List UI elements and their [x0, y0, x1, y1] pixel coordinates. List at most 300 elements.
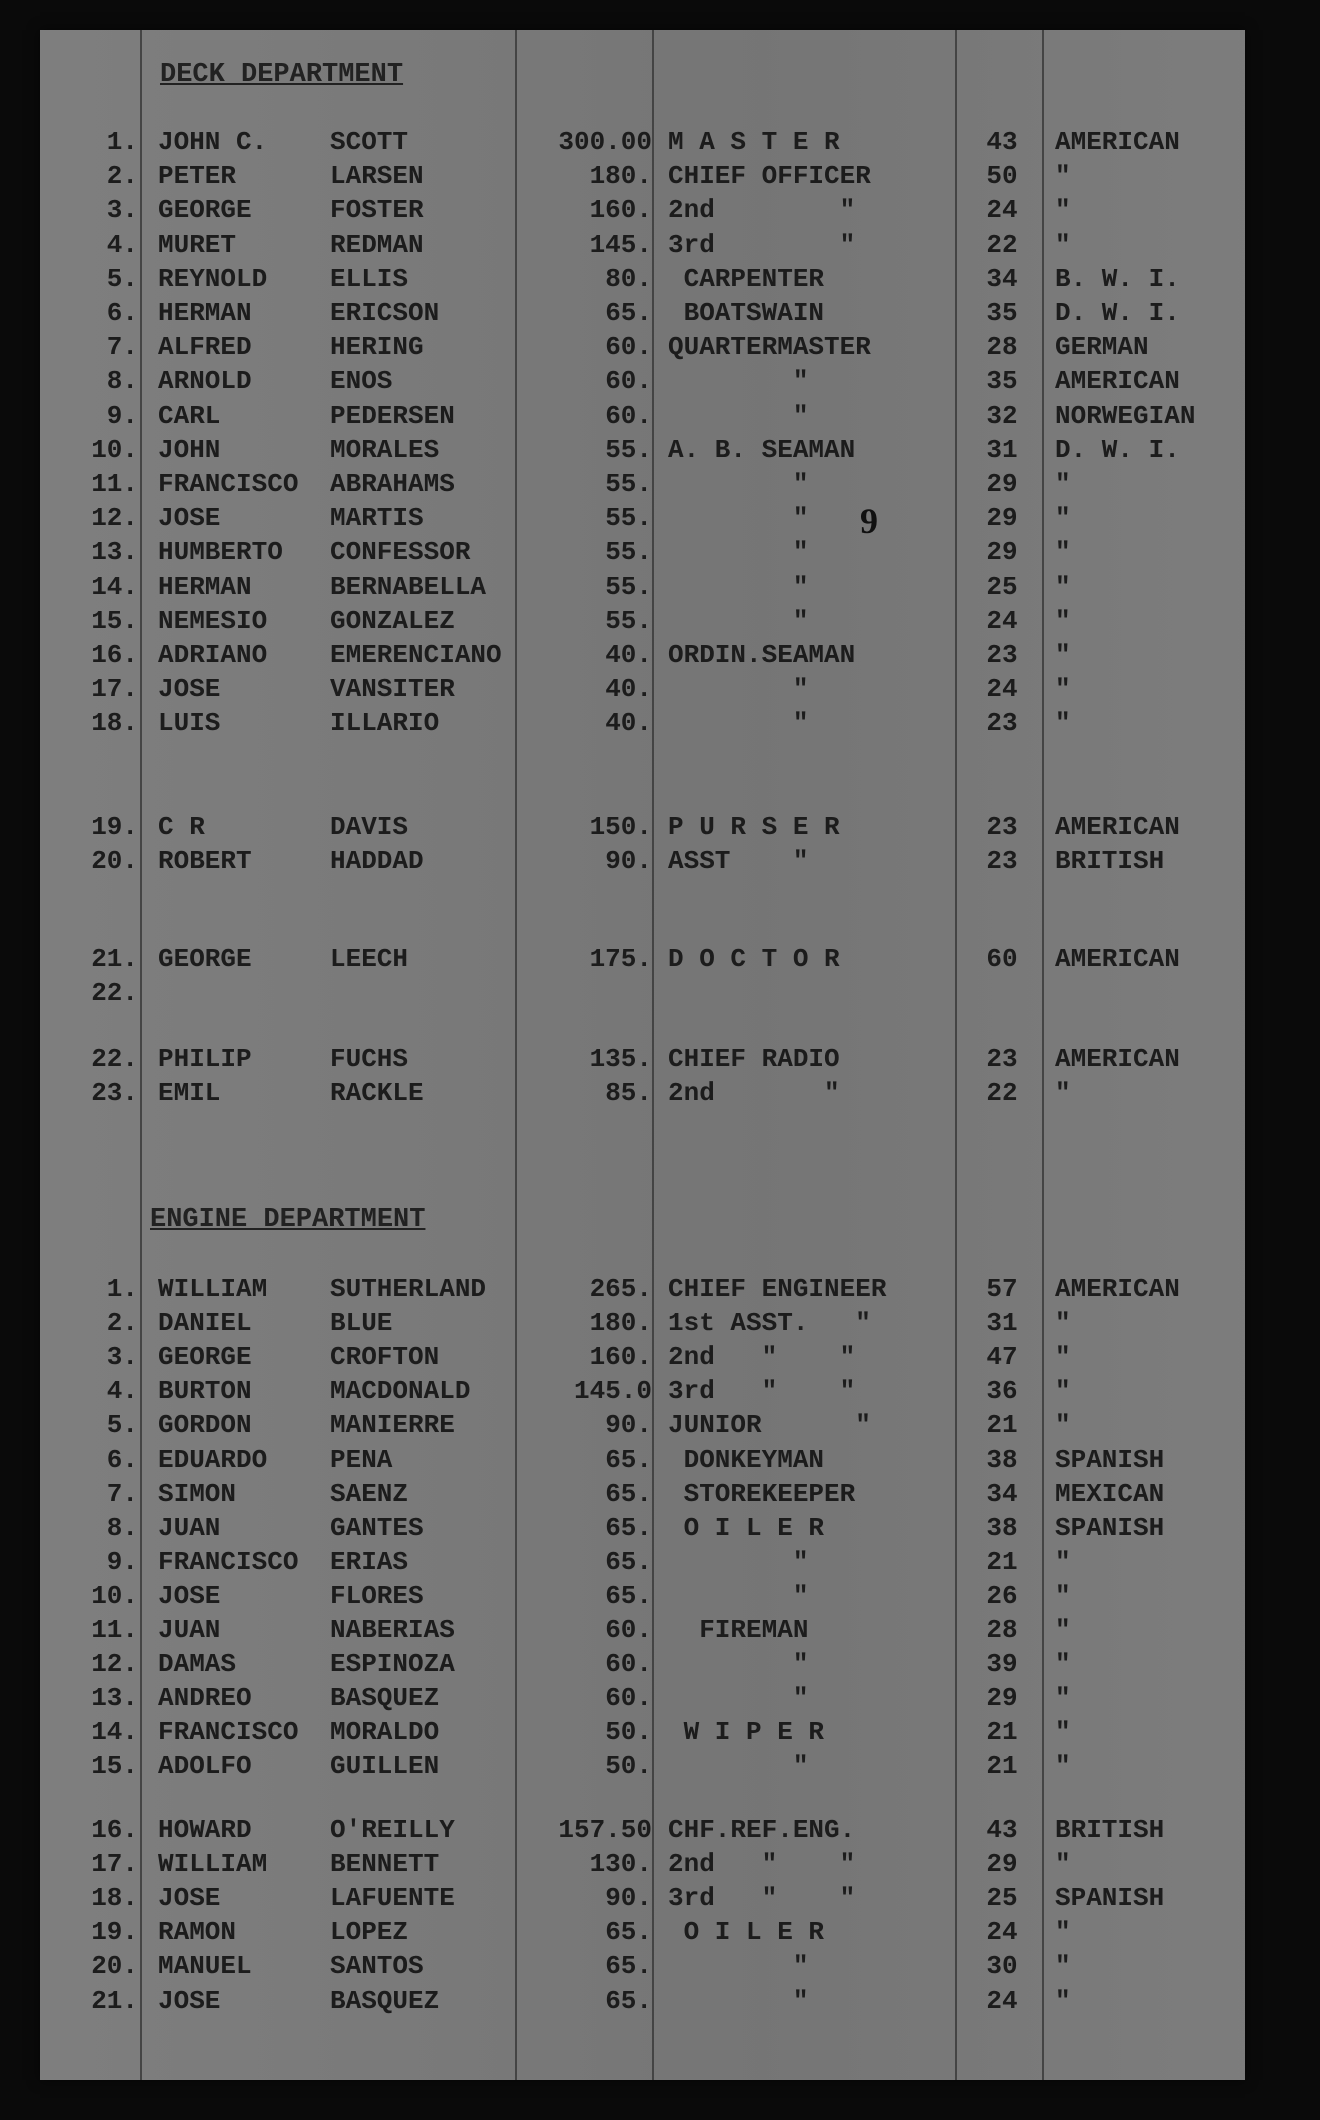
nationality: BRITISH: [1055, 846, 1165, 876]
monthly-wage: 50.: [605, 1717, 652, 1748]
age: 50: [986, 161, 1018, 192]
row-number: 8.: [106, 1512, 138, 1543]
monthly-wage: 60.: [605, 1615, 652, 1645]
rating: CHIEF RADIO: [668, 1044, 840, 1074]
rating: D O C T O R: [668, 944, 840, 974]
age: 24: [986, 605, 1018, 636]
row-number: 3.: [106, 195, 138, 226]
crew-row: [40, 844, 1245, 878]
age: 29: [986, 1849, 1018, 1880]
nationality: AMERICAN: [1055, 812, 1180, 842]
row-number: 4.: [106, 229, 138, 260]
monthly-wage: 85.: [605, 1078, 652, 1108]
age: 57: [986, 1274, 1018, 1304]
monthly-wage: 150.: [589, 812, 652, 842]
given-name: SIMON: [158, 1478, 237, 1509]
age: 26: [986, 1580, 1018, 1611]
given-name: JOSE: [158, 1883, 221, 1914]
rating: DONKEYMAN: [668, 1444, 825, 1475]
rating: CHF.REF.ENG.: [668, 1815, 856, 1845]
age: 25: [986, 571, 1018, 602]
rating: ": [668, 1951, 809, 1982]
given-name: JOSE: [158, 503, 221, 534]
surname: SCOTT: [330, 127, 409, 157]
crew-row: [40, 1984, 1245, 2018]
crew-row: [40, 1613, 1245, 1647]
crew-row: [40, 330, 1245, 364]
row-number: 16.: [91, 1815, 138, 1845]
rating: STOREKEEPER: [668, 1478, 856, 1509]
surname: MACDONALD: [330, 1376, 471, 1407]
nationality: ": [1055, 1580, 1071, 1611]
surname: HADDAD: [330, 846, 424, 876]
given-name: FRANCISCO: [158, 1717, 299, 1748]
crew-row: [40, 1579, 1245, 1613]
rating: 2nd ": [668, 195, 856, 226]
rating: 3rd " ": [668, 1376, 856, 1407]
surname: ERIAS: [330, 1546, 409, 1577]
row-number: 20.: [91, 846, 138, 876]
row-number: 12.: [91, 1649, 138, 1680]
crew-list-sheet: [40, 30, 1245, 2080]
nationality: SPANISH: [1055, 1883, 1165, 1914]
surname: SUTHERLAND: [330, 1274, 487, 1304]
given-name: JOSE: [158, 1580, 221, 1611]
surname: FOSTER: [330, 195, 424, 226]
given-name: CARL: [158, 400, 221, 431]
age: 29: [986, 503, 1018, 534]
rating: ": [668, 674, 809, 705]
crew-row: [40, 193, 1245, 227]
given-name: C R: [158, 812, 205, 842]
nationality: ": [1055, 161, 1071, 192]
given-name: ALFRED: [158, 332, 252, 363]
crew-row: [40, 1408, 1245, 1442]
monthly-wage: 145.0: [573, 1376, 652, 1407]
nationality: ": [1055, 640, 1071, 670]
surname: GUILLEN: [330, 1751, 440, 1782]
age: 38: [986, 1512, 1018, 1543]
nationality: ": [1055, 1849, 1071, 1880]
surname: DAVIS: [330, 812, 409, 842]
given-name: MANUEL: [158, 1951, 252, 1982]
surname: GONZALEZ: [330, 605, 455, 636]
row-number: 20.: [91, 1951, 138, 1982]
monthly-wage: 65.: [605, 1512, 652, 1543]
given-name: ADRIANO: [158, 640, 268, 670]
given-name: GEORGE: [158, 944, 252, 974]
crew-row: [40, 604, 1245, 638]
age: 34: [986, 1478, 1018, 1509]
nationality: AMERICAN: [1055, 944, 1180, 974]
monthly-wage: 145.: [589, 229, 652, 260]
row-number: 17.: [91, 674, 138, 705]
surname: BASQUEZ: [330, 1683, 440, 1714]
given-name: WILLIAM: [158, 1849, 268, 1880]
monthly-wage: 50.: [605, 1751, 652, 1782]
monthly-wage: 60.: [605, 366, 652, 397]
age: 35: [986, 366, 1018, 397]
rating: 2nd " ": [668, 1849, 856, 1880]
monthly-wage: 40.: [605, 708, 652, 739]
age: 43: [986, 127, 1018, 157]
age: 32: [986, 400, 1018, 431]
row-number: 19.: [91, 812, 138, 842]
row-number: 17.: [91, 1849, 138, 1880]
row-number: 3.: [106, 1342, 138, 1373]
crew-row: [40, 1306, 1245, 1340]
crew-row: [40, 1647, 1245, 1681]
crew-row: [40, 1443, 1245, 1477]
rating: 1st ASST. ": [668, 1308, 871, 1339]
given-name: BURTON: [158, 1376, 252, 1407]
row-number: 6.: [106, 1444, 138, 1475]
row-number: 7.: [106, 332, 138, 363]
nationality: ": [1055, 1683, 1071, 1714]
crew-row: [40, 1749, 1245, 1783]
monthly-wage: 65.: [605, 1478, 652, 1509]
surname: LOPEZ: [330, 1917, 409, 1948]
rating: ": [668, 1751, 809, 1782]
surname: LAFUENTE: [330, 1883, 455, 1914]
monthly-wage: 60.: [605, 1683, 652, 1714]
rating: ": [668, 503, 809, 534]
nationality: AMERICAN: [1055, 366, 1180, 397]
nationality: AMERICAN: [1055, 127, 1180, 157]
crew-row: [40, 1042, 1245, 1076]
nationality: ": [1055, 503, 1071, 534]
given-name: RAMON: [158, 1917, 237, 1948]
nationality: AMERICAN: [1055, 1044, 1180, 1074]
crew-row: [40, 1374, 1245, 1408]
surname: BERNABELLA: [330, 571, 487, 602]
given-name: MURET: [158, 229, 237, 260]
given-name: DANIEL: [158, 1308, 252, 1339]
given-name: REYNOLD: [158, 263, 268, 294]
row-number: 9.: [106, 1546, 138, 1577]
given-name: HERMAN: [158, 298, 252, 328]
monthly-wage: 60.: [605, 1649, 652, 1680]
given-name: ROBERT: [158, 846, 252, 876]
surname: ABRAHAMS: [330, 469, 455, 499]
rating: ASST ": [668, 846, 809, 876]
rating: M A S T E R: [668, 127, 840, 157]
age: 35: [986, 298, 1018, 328]
monthly-wage: 130.: [589, 1849, 652, 1880]
surname: O'REILLY: [330, 1815, 455, 1845]
nationality: ": [1055, 537, 1071, 568]
nationality: ": [1055, 1951, 1071, 1982]
surname: LEECH: [330, 944, 409, 974]
row-number: 11.: [91, 1615, 138, 1645]
surname: ESPINOZA: [330, 1649, 455, 1680]
nationality: ": [1055, 1546, 1071, 1577]
monthly-wage: 160.: [589, 1342, 652, 1373]
age: 29: [986, 537, 1018, 568]
age: 23: [986, 640, 1018, 670]
age: 21: [986, 1546, 1018, 1577]
age: 24: [986, 674, 1018, 705]
nationality: ": [1055, 1078, 1071, 1108]
monthly-wage: 55.: [605, 434, 652, 465]
nationality: D. W. I.: [1055, 298, 1180, 328]
rating: 3rd ": [668, 229, 856, 260]
age: 23: [986, 846, 1018, 876]
given-name: PHILIP: [158, 1044, 252, 1074]
crew-row: [40, 570, 1245, 604]
given-name: JUAN: [158, 1512, 221, 1543]
monthly-wage: 90.: [605, 1883, 652, 1914]
monthly-wage: 300.00: [558, 127, 652, 157]
crew-row: [40, 1272, 1245, 1306]
rating: ": [668, 366, 809, 397]
monthly-wage: 175.: [589, 944, 652, 974]
age: 24: [986, 1917, 1018, 1948]
age: 29: [986, 1683, 1018, 1714]
surname: GANTES: [330, 1512, 424, 1543]
rating: ": [668, 1580, 809, 1611]
given-name: DAMAS: [158, 1649, 237, 1680]
nationality: AMERICAN: [1055, 1274, 1180, 1304]
given-name: GEORGE: [158, 195, 252, 226]
crew-row: [40, 1715, 1245, 1749]
surname: MARTIS: [330, 503, 424, 534]
row-number: 15.: [91, 605, 138, 636]
age: 31: [986, 434, 1018, 465]
age: 39: [986, 1649, 1018, 1680]
monthly-wage: 180.: [589, 1308, 652, 1339]
surname: BENNETT: [330, 1849, 440, 1880]
age: 21: [986, 1410, 1018, 1441]
rating: 2nd ": [668, 1078, 840, 1108]
crew-row: [40, 1545, 1245, 1579]
rating: ": [668, 469, 809, 499]
surname: LARSEN: [330, 161, 424, 192]
row-number: 14.: [91, 1717, 138, 1748]
rating: ": [668, 1649, 809, 1680]
given-name: EMIL: [158, 1078, 221, 1108]
surname: MORALDO: [330, 1717, 440, 1748]
monthly-wage: 65.: [605, 1917, 652, 1948]
surname: BLUE: [330, 1308, 393, 1339]
given-name: ANDREO: [158, 1683, 252, 1714]
crew-row: [40, 535, 1245, 569]
row-number: 15.: [91, 1751, 138, 1782]
age: 34: [986, 263, 1018, 294]
page-number: 9: [860, 501, 878, 541]
rating: JUNIOR ": [668, 1410, 871, 1441]
crew-row: [40, 1847, 1245, 1881]
age: 36: [986, 1376, 1018, 1407]
age: 23: [986, 708, 1018, 739]
crew-row: [40, 125, 1245, 159]
age: 47: [986, 1342, 1018, 1373]
given-name: ADOLFO: [158, 1751, 252, 1782]
crew-row: [40, 1881, 1245, 1915]
row-number: 16.: [91, 640, 138, 670]
rating: ": [668, 1985, 809, 2016]
monthly-wage: 65.: [605, 298, 652, 328]
row-number: 18.: [91, 708, 138, 739]
monthly-wage: 65.: [605, 1985, 652, 2016]
age: 28: [986, 332, 1018, 363]
surname: FUCHS: [330, 1044, 409, 1074]
surname: BASQUEZ: [330, 1985, 440, 2016]
given-name: PETER: [158, 161, 237, 192]
crew-row: [40, 296, 1245, 330]
nationality: GERMAN: [1055, 332, 1149, 363]
rating: FIREMAN: [668, 1615, 809, 1645]
surname: MANIERRE: [330, 1410, 455, 1441]
rating: O I L E R: [668, 1512, 825, 1543]
crew-row: [40, 262, 1245, 296]
rating: ORDIN.SEAMAN: [668, 640, 856, 670]
nationality: ": [1055, 229, 1071, 260]
crew-row: [40, 638, 1245, 672]
surname: HERING: [330, 332, 424, 363]
surname: ERICSON: [330, 298, 440, 328]
surname: SANTOS: [330, 1951, 424, 1982]
crew-row: [40, 976, 1245, 1010]
age: 24: [986, 195, 1018, 226]
monthly-wage: 65.: [605, 1444, 652, 1475]
nationality: B. W. I.: [1055, 263, 1180, 294]
age: 22: [986, 229, 1018, 260]
monthly-wage: 160.: [589, 195, 652, 226]
rating: A. B. SEAMAN: [668, 434, 856, 465]
row-number: 12.: [91, 503, 138, 534]
nationality: ": [1055, 605, 1071, 636]
monthly-wage: 40.: [605, 674, 652, 705]
crew-row: [40, 433, 1245, 467]
row-number: 13.: [91, 537, 138, 568]
crew-row: [40, 399, 1245, 433]
rating: CARPENTER: [668, 263, 825, 294]
row-number: 21.: [91, 1985, 138, 2016]
row-number: 9.: [106, 400, 138, 431]
row-number: 6.: [106, 298, 138, 328]
surname: SAENZ: [330, 1478, 409, 1509]
nationality: ": [1055, 1342, 1071, 1373]
crew-row: [40, 1076, 1245, 1110]
crew-row: [40, 1340, 1245, 1374]
monthly-wage: 65.: [605, 1580, 652, 1611]
nationality: ": [1055, 571, 1071, 602]
given-name: JOHN: [158, 434, 221, 465]
surname: VANSITER: [330, 674, 455, 705]
crew-row: [40, 364, 1245, 398]
age: 21: [986, 1717, 1018, 1748]
row-number: 14.: [91, 571, 138, 602]
nationality: SPANISH: [1055, 1444, 1165, 1475]
crew-row: [40, 810, 1245, 844]
given-name: GORDON: [158, 1410, 252, 1441]
crew-row: [40, 1511, 1245, 1545]
monthly-wage: 55.: [605, 503, 652, 534]
row-number: 19.: [91, 1917, 138, 1948]
nationality: ": [1055, 195, 1071, 226]
nationality: ": [1055, 469, 1071, 499]
rating: 2nd " ": [668, 1342, 856, 1373]
nationality: ": [1055, 1649, 1071, 1680]
given-name: JUAN: [158, 1615, 221, 1645]
nationality: ": [1055, 1917, 1071, 1948]
row-number: 5.: [106, 263, 138, 294]
given-name: FRANCISCO: [158, 1546, 299, 1577]
rating: P U R S E R: [668, 812, 840, 842]
row-number: 22.: [91, 1044, 138, 1074]
rating: BOATSWAIN: [668, 298, 825, 328]
rating: 3rd " ": [668, 1883, 856, 1914]
crew-row: [40, 228, 1245, 262]
given-name: GEORGE: [158, 1342, 252, 1373]
crew-row: [40, 706, 1245, 740]
crew-row: [40, 1681, 1245, 1715]
monthly-wage: 265.: [589, 1274, 652, 1304]
given-name: HOWARD: [158, 1815, 252, 1845]
nationality: ": [1055, 1308, 1071, 1339]
age: 23: [986, 1044, 1018, 1074]
surname: ELLIS: [330, 263, 409, 294]
surname: NABERIAS: [330, 1615, 455, 1645]
age: 29: [986, 469, 1018, 499]
crew-row: [40, 159, 1245, 193]
rating: O I L E R: [668, 1917, 825, 1948]
nationality: SPANISH: [1055, 1512, 1165, 1543]
crew-row: [40, 1813, 1245, 1847]
rating: CHIEF OFFICER: [668, 161, 871, 192]
rating: ": [668, 537, 809, 568]
given-name: HUMBERTO: [158, 537, 283, 568]
rating: ": [668, 571, 809, 602]
surname: ILLARIO: [330, 708, 440, 739]
crew-row: [40, 1915, 1245, 1949]
given-name: EDUARDO: [158, 1444, 268, 1475]
monthly-wage: 180.: [589, 161, 652, 192]
nationality: ": [1055, 708, 1071, 739]
row-number: 18.: [91, 1883, 138, 1914]
row-number: 1.: [106, 1274, 138, 1304]
nationality: ": [1055, 1985, 1071, 2016]
monthly-wage: 55.: [605, 537, 652, 568]
nationality: MEXICAN: [1055, 1478, 1165, 1509]
row-number: 1.: [106, 127, 138, 157]
given-name: HERMAN: [158, 571, 252, 602]
crew-row: [40, 1477, 1245, 1511]
age: 28: [986, 1615, 1018, 1645]
nationality: BRITISH: [1055, 1815, 1165, 1845]
rating: W I P E R: [668, 1717, 825, 1748]
given-name: LUIS: [158, 708, 221, 739]
monthly-wage: 55.: [605, 605, 652, 636]
row-number: 22.: [91, 978, 138, 1008]
row-number: 13.: [91, 1683, 138, 1714]
nationality: ": [1055, 1615, 1071, 1645]
age: 24: [986, 1985, 1018, 2016]
monthly-wage: 135.: [589, 1044, 652, 1074]
rating: ": [668, 1546, 809, 1577]
given-name: JOSE: [158, 674, 221, 705]
crew-row: [40, 942, 1245, 976]
rating: QUARTERMASTER: [668, 332, 871, 363]
age: 23: [986, 812, 1018, 842]
rating: CHIEF ENGINEER: [668, 1274, 887, 1304]
row-number: 7.: [106, 1478, 138, 1509]
monthly-wage: 157.50: [558, 1815, 652, 1845]
crew-row: [40, 672, 1245, 706]
age: 60: [986, 944, 1018, 974]
crew-row: [40, 501, 1245, 535]
